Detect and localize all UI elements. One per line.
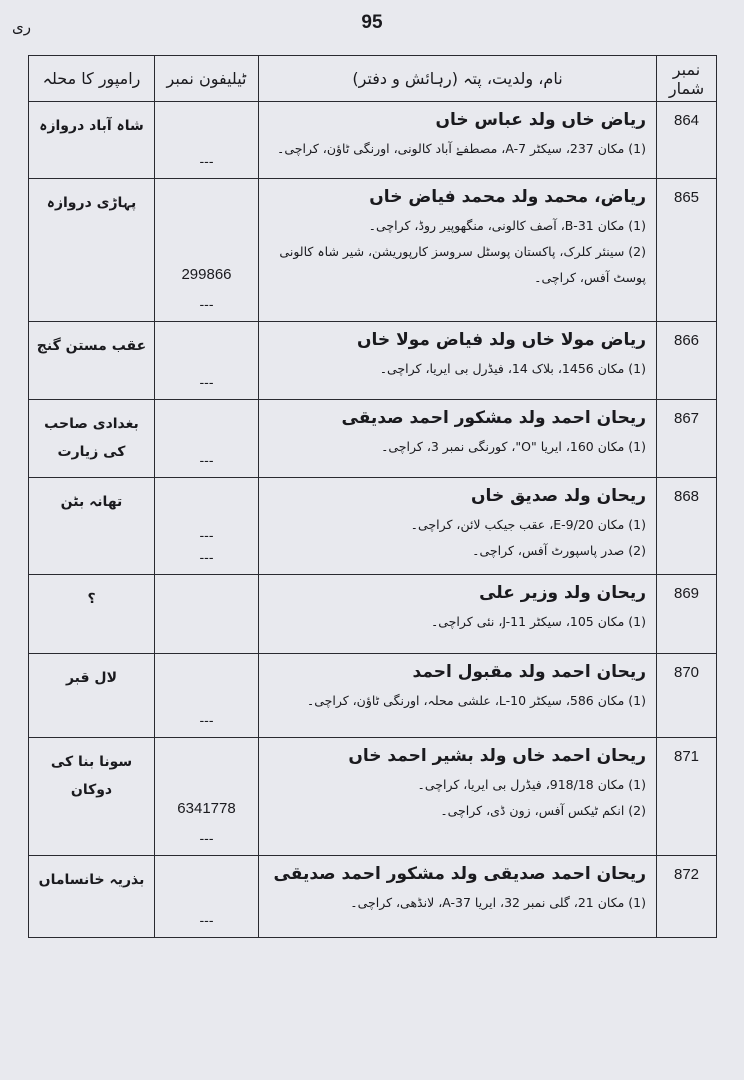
mohalla-cell: لال قبر [29, 654, 155, 738]
mohalla-cell: ؟ [29, 575, 155, 654]
phone-cell [155, 400, 259, 478]
table-row [29, 856, 717, 938]
serial-number: 869 [657, 575, 717, 654]
phone-number: 299866 [181, 266, 232, 283]
serial-number: 870 [657, 654, 717, 738]
mohalla-cell: عقب مستن گنج [29, 322, 155, 400]
table-row [29, 400, 717, 478]
name-cell [259, 856, 657, 938]
mohalla-cell: بذریہ خانساماں [29, 856, 155, 938]
phone-placeholder: --- [199, 830, 214, 846]
phone-placeholder: --- [199, 712, 214, 728]
person-name: ریحان احمد ولد مشکور احمد صدیقی [341, 408, 646, 428]
table-row [29, 738, 717, 856]
phone-placeholder: --- [199, 452, 214, 468]
person-name: ریحان ولد صدیق خاں [471, 486, 646, 506]
table-row [29, 575, 717, 654]
address-line: (2) صدر پاسپورٹ آفس، کراچی۔ [472, 543, 646, 558]
serial-number: 868 [657, 478, 717, 575]
mohalla-cell: بغدادی صاحب کی زیارت [29, 400, 155, 478]
table-row [29, 654, 717, 738]
phone-cell [155, 102, 259, 179]
person-name: ریحان احمد ولد مقبول احمد [412, 662, 646, 682]
person-name: ریاض خاں ولد عباس خاں [435, 110, 646, 130]
person-name: ریاض مولا خاں ولد فیاض مولا خاں [357, 330, 646, 350]
mohalla-cell: تھانہ بٹن [29, 478, 155, 575]
header-phone: ٹیلیفون نمبر [155, 56, 259, 102]
table-row [29, 478, 717, 575]
name-cell [259, 400, 657, 478]
address-line: (2) سینئر کلرک، پاکستان پوسٹل سروسز کارپوریشن، شیر شاہ کالونی پوسٹ آفس، کراچی۔ [279, 244, 646, 285]
serial-number: 866 [657, 322, 717, 400]
name-cell [259, 654, 657, 738]
address-line: (1) مکان B-31، آصف کالونی، منگھوپیر روڈ، کراچی۔ [368, 218, 646, 233]
person-name: ریحان احمد صدیقی ولد مشکور احمد صدیقی [273, 864, 646, 884]
phone-placeholder: --- [199, 549, 214, 565]
phone-placeholder: --- [199, 153, 214, 169]
name-cell [259, 478, 657, 575]
name-cell [259, 102, 657, 179]
phone-placeholder: --- [199, 912, 214, 928]
address-line: (1) مکان 160، ایریا "O"، کورنگی نمبر 3، کراچی۔ [381, 439, 646, 454]
phone-cell [155, 322, 259, 400]
phone-cell [155, 478, 259, 575]
page-number: 95 [361, 12, 383, 33]
person-name: ریاض، محمد ولد محمد فیاض خاں [369, 187, 646, 207]
person-name: ریحان ولد وزیر علی [479, 583, 646, 603]
name-cell [259, 575, 657, 654]
address-line: (1) مکان 1456، بلاک 14، فیڈرل بی ایریا، کراچی۔ [379, 361, 646, 376]
name-cell [259, 322, 657, 400]
phone-number: 6341778 [177, 800, 236, 817]
header-name: نام، ولدیت، پتہ (رہائش و دفتر) [259, 56, 657, 102]
mohalla-cell: پہاڑی دروازہ [29, 179, 155, 322]
serial-number: 864 [657, 102, 717, 179]
address-line: (1) مکان 105، سیکٹر J-11، نئی کراچی۔ [430, 614, 646, 629]
phone-cell [155, 654, 259, 738]
address-line: (1) مکان 918/18، فیڈرل بی ایریا، کراچی۔ [417, 777, 646, 792]
serial-number: 865 [657, 179, 717, 322]
table-row [29, 179, 717, 322]
serial-number: 867 [657, 400, 717, 478]
directory-table [28, 55, 717, 938]
table-row [29, 102, 717, 179]
address-line: (1) مکان 237، سیکٹر A-7، مصطفےٰ آباد کالونی، اورنگی ٹاؤن، کراچی۔ [277, 141, 646, 156]
name-cell [259, 179, 657, 322]
phone-cell [155, 738, 259, 856]
header-serial: نمبر شمار [657, 56, 717, 102]
phone-placeholder: --- [199, 527, 214, 543]
mohalla-cell: شاہ آباد دروازہ [29, 102, 155, 179]
address-line: (1) مکان 586، سیکٹر L-10، علشی محلہ، اورنگی ٹاؤن، کراچی۔ [306, 693, 646, 708]
phone-placeholder: --- [199, 374, 214, 390]
address-line: (2) انکم ٹیکس آفس، زون ڈی، کراچی۔ [440, 803, 646, 818]
phone-placeholder: --- [199, 296, 214, 312]
address-line: (1) مکان 21، گلی نمبر 32، ایریا A-37، لانڈھی، کراچی۔ [350, 895, 646, 910]
phone-cell [155, 179, 259, 322]
mohalla-cell: سونا بنا کی دوکان [29, 738, 155, 856]
page-corner-mark: ری [12, 18, 31, 36]
phone-cell [155, 575, 259, 654]
header-mohalla: رامپور کا محلہ [29, 56, 155, 102]
directory-rows [29, 102, 717, 938]
name-cell [259, 738, 657, 856]
serial-number: 872 [657, 856, 717, 938]
person-name: ریحان احمد خاں ولد بشیر احمد خاں [348, 746, 646, 766]
serial-number: 871 [657, 738, 717, 856]
address-line: (1) مکان E-9/20، عقب جیکب لائن، کراچی۔ [410, 517, 646, 532]
table-row [29, 322, 717, 400]
phone-cell [155, 856, 259, 938]
